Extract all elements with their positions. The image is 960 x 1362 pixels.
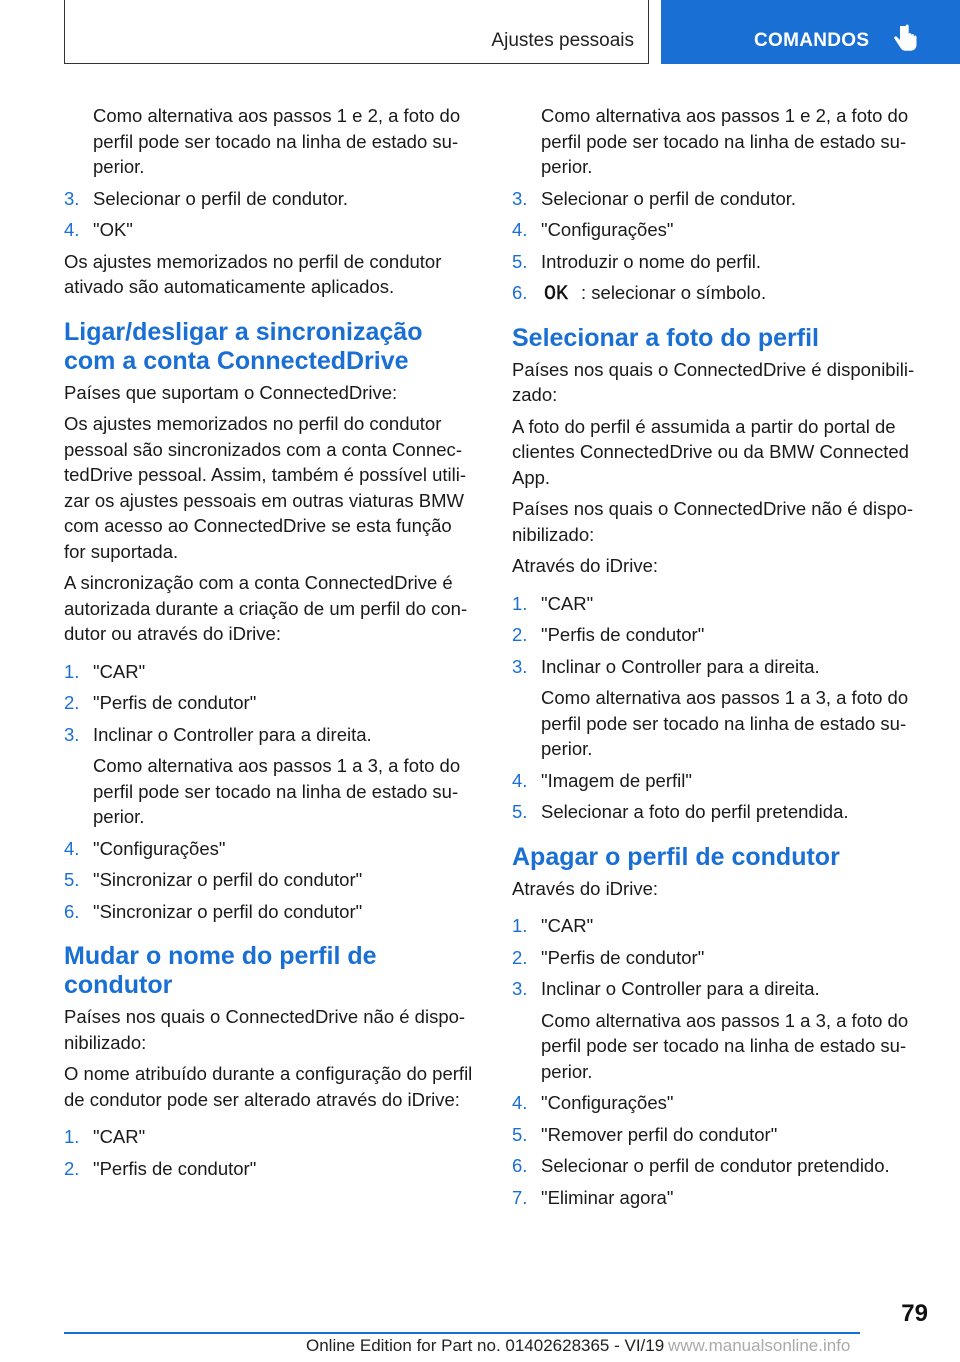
paragraph: Como alternativa aos passos 1 a 3, a foto do perfil pode ser tocado na linha de estado superior. xyxy=(93,755,461,827)
list-item: 3. Selecionar o perfil de condutor. xyxy=(64,187,349,209)
paragraph: Através do iDrive: xyxy=(512,555,658,576)
list-item: 4. "Configurações" xyxy=(512,1092,674,1113)
header-chapter-title: COMANDOS xyxy=(754,30,870,51)
header-section-tab xyxy=(64,0,649,64)
list-item: 2. "Perfis de condutor" xyxy=(512,946,705,968)
right-column xyxy=(512,103,930,1216)
hand-pointer-icon xyxy=(893,24,919,54)
list-item: 1. "CAR" xyxy=(512,592,594,614)
list-item: 2. "Perfis de condutor" xyxy=(512,624,705,645)
paragraph: A sincronização com a conta ConnectedDrive é autorizada durante a criação de um perfil do condutor ou através do iDrive: xyxy=(64,572,468,644)
footer-divider xyxy=(64,1332,860,1334)
paragraph: Países nos quais o ConnectedDrive não é disponibilizado: xyxy=(512,498,914,545)
list-item: 3. Selecionar o perfil de condutor. xyxy=(512,187,797,209)
paragraph: A foto do perfil é assumida a partir do portal de clientes ConnectedDrive ou da BMW Connected App. xyxy=(512,415,909,488)
list-item: 2. "Perfis de condutor" xyxy=(64,1157,257,1179)
list-item: 5. "Sincronizar o perfil do condutor" xyxy=(64,869,363,890)
paragraph: Como alternativa aos passos 1 a 3, a foto do perfil pode ser tocado na linha de estado superior. xyxy=(541,687,909,759)
paragraph: Os ajustes memorizados no perfil de condutor ativado são automaticamente aplicados. xyxy=(64,250,442,297)
paragraph: Países nos quais o ConnectedDrive é disponibilizado: xyxy=(512,358,915,405)
list-item: 4. "Configurações" xyxy=(512,219,674,240)
paragraph: Países nos quais o ConnectedDrive não é disponibilizado: xyxy=(64,1006,466,1053)
list-item: 4. "OK" xyxy=(64,219,133,240)
footer-edition: Online Edition for Part no. 01402628365 - VI/19 xyxy=(306,1336,665,1355)
svg-text:OK: OK xyxy=(544,283,569,302)
list-item: 6. Selecionar o perfil de condutor pretendido. xyxy=(512,1155,890,1176)
paragraph: Como alternativa aos passos 1 e 2, a foto do perfil pode ser tocado na linha de estado superior. xyxy=(541,105,909,177)
list-item: 4. "Configurações" xyxy=(64,837,226,859)
heading-select-photo: Selecionar a foto do perfil xyxy=(512,323,819,352)
heading-rename-profile: Mudar o nome do perfil de condutor xyxy=(64,942,377,999)
list-item: 5. Selecionar a foto do perfil pretendida. xyxy=(512,801,849,822)
paragraph: Através do iDrive: xyxy=(512,877,658,899)
list-item: 1. "CAR" xyxy=(64,660,146,682)
paragraph: Como alternativa aos passos 1 e 2, a foto do perfil pode ser tocado na linha de estado superior. xyxy=(93,105,461,177)
list-item: 7. "Eliminar agora" xyxy=(512,1186,674,1208)
paragraph: O nome atribuído durante a configuração do perfil de condutor pode ser alterado através do iDrive: xyxy=(64,1063,473,1110)
list-item: 2. "Perfis de condutor" xyxy=(64,692,257,713)
list-item: 3. Inclinar o Controller para a direita. xyxy=(64,723,372,745)
list-item: 3. Inclinar o Controller para a direita. xyxy=(512,978,820,999)
header-section-title: Ajustes pessoais xyxy=(491,30,634,51)
list-item: 6. OK : selecionar o símbolo. xyxy=(512,280,930,306)
left-column xyxy=(64,103,478,1187)
paragraph: Como alternativa aos passos 1 a 3, a foto do perfil pode ser tocado na linha de estado superior. xyxy=(541,1009,909,1082)
list-item: 5. Introduzir o nome do perfil. xyxy=(512,250,762,272)
list-item: 1. "CAR" xyxy=(64,1126,146,1147)
list-item: 3. Inclinar o Controller para a direita. xyxy=(512,655,820,677)
paragraph: Os ajustes memorizados no perfil do condutor pessoal são sincronizados com a conta ConnectedDrive pessoal. Assim, também é possível utilizar os ajustes pessoais em outras viaturas BMW com acesso ao ConnectedDrive se esta função for suportada. xyxy=(64,413,467,562)
list-item: 6. "Sincronizar o perfil do condutor" xyxy=(64,900,363,922)
ok-symbol-icon xyxy=(543,282,573,302)
list-item: 4. "Imagem de perfil" xyxy=(512,769,692,791)
heading-delete-profile: Apagar o perfil de condutor xyxy=(512,842,840,871)
paragraph: Países que suportam o ConnectedDrive: xyxy=(64,381,398,403)
footer-watermark: www.manualsonline.info xyxy=(668,1336,851,1355)
page-number: 79 xyxy=(901,1300,928,1327)
list-item: 1. "CAR" xyxy=(512,915,594,936)
heading-sync: Ligar/desligar a sincronização com a conta ConnectedDrive xyxy=(64,317,423,375)
list-item: 5. "Remover perfil do condutor" xyxy=(512,1123,778,1145)
header-chapter-tab xyxy=(661,0,960,64)
